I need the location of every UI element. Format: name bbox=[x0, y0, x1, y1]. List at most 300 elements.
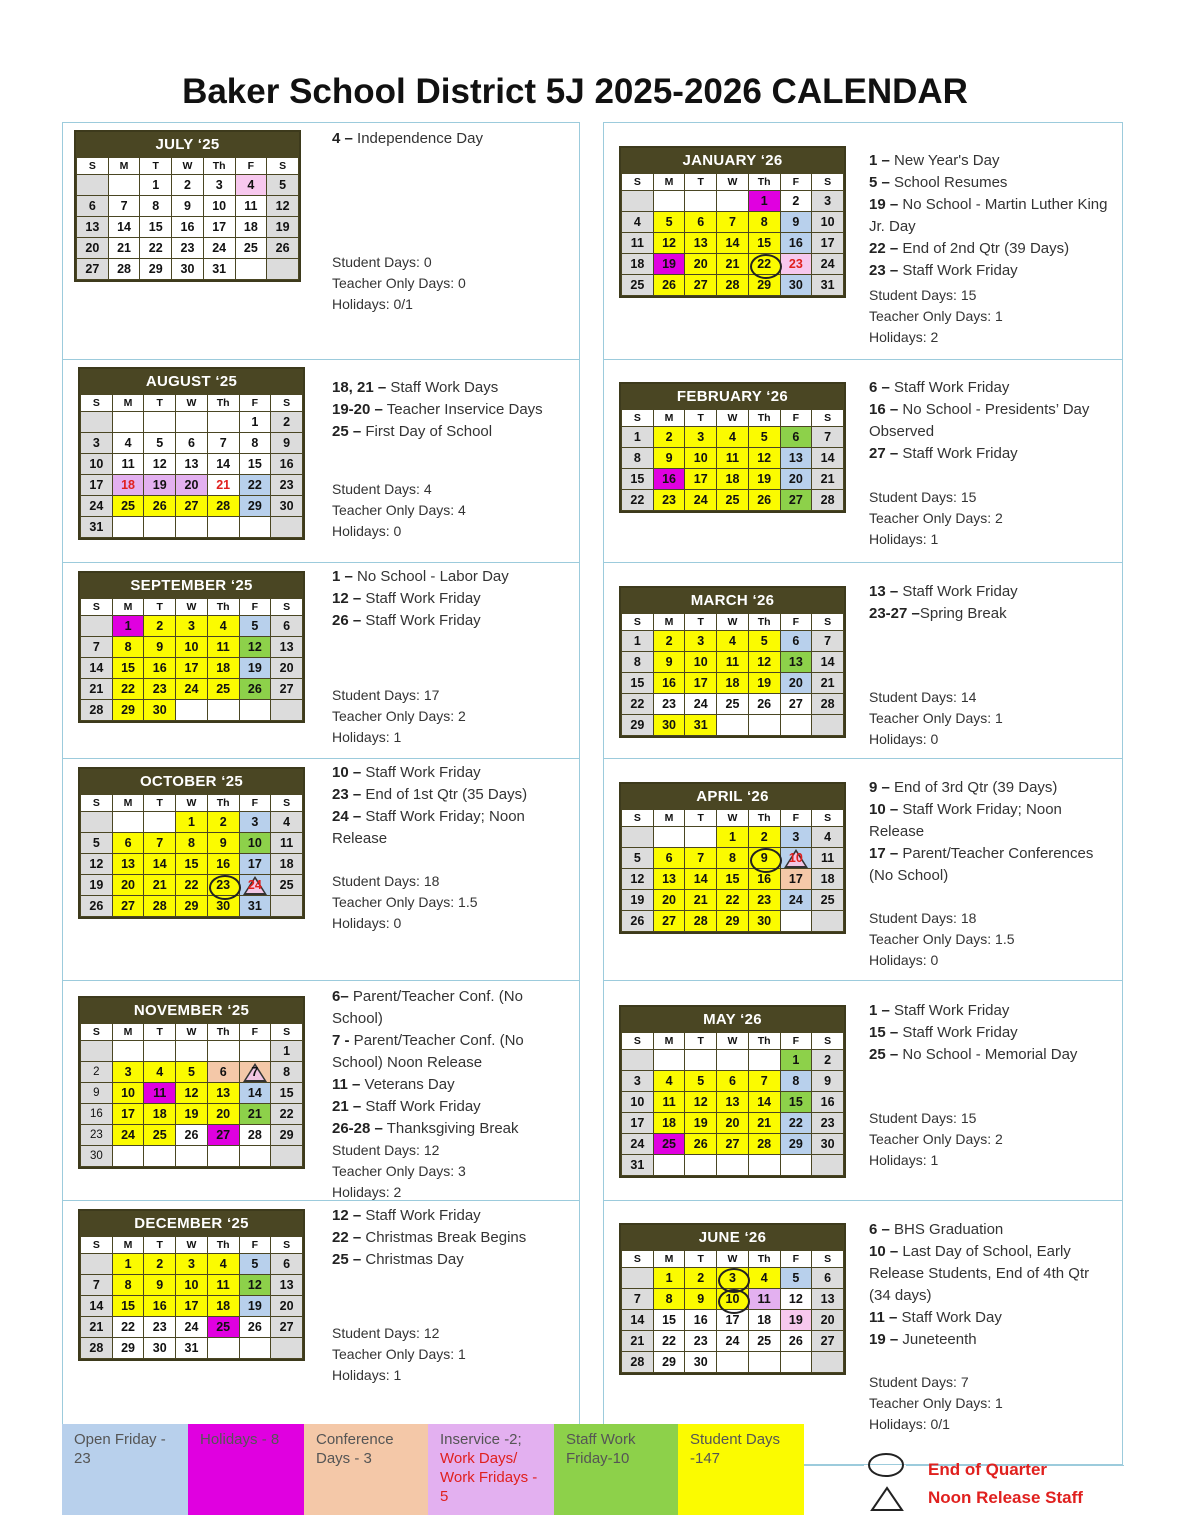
day-cell bbox=[207, 700, 239, 721]
day-number: 19 bbox=[247, 661, 262, 675]
day-cell bbox=[271, 1041, 303, 1062]
day-number: 9 bbox=[792, 215, 800, 229]
week-row bbox=[622, 1331, 844, 1352]
day-number: 7 bbox=[633, 1292, 641, 1306]
day-cell bbox=[622, 848, 654, 869]
weekday-header: F bbox=[239, 395, 271, 412]
day-cell bbox=[271, 812, 303, 833]
day-cell bbox=[622, 1289, 654, 1310]
weekday-header-row bbox=[622, 614, 844, 631]
day-number: 30 bbox=[757, 914, 772, 928]
month-notes bbox=[332, 566, 572, 632]
day-cell bbox=[812, 848, 844, 869]
day-number: 4 bbox=[219, 1257, 227, 1271]
day-cell bbox=[685, 254, 717, 275]
day-cell bbox=[685, 869, 717, 890]
event-date: 26 – bbox=[332, 612, 362, 629]
day-number: 9 bbox=[156, 640, 164, 654]
day-number: 24 bbox=[788, 893, 803, 907]
day-cell bbox=[622, 427, 654, 448]
day-number: 15 bbox=[247, 457, 262, 471]
stat-line: Holidays: 0 bbox=[332, 523, 402, 539]
day-cell bbox=[717, 1134, 749, 1155]
day-number: 11 bbox=[821, 851, 835, 865]
day-cell bbox=[207, 1317, 239, 1338]
week-row bbox=[622, 1268, 844, 1289]
day-number: 14 bbox=[757, 1095, 772, 1109]
day-number: 29 bbox=[121, 1341, 135, 1355]
day-number: 12 bbox=[275, 199, 290, 213]
day-number: 12 bbox=[152, 457, 167, 471]
weekday-header: M bbox=[108, 158, 140, 175]
day-number: 6 bbox=[283, 619, 291, 633]
day-number: 21 bbox=[820, 676, 835, 690]
day-number: 15 bbox=[148, 220, 163, 234]
event-date: 11 – bbox=[332, 1076, 361, 1093]
day-number: 9 bbox=[760, 851, 768, 865]
day-cell bbox=[176, 1083, 208, 1104]
day-number: 5 bbox=[760, 430, 768, 444]
week-row bbox=[81, 1275, 303, 1296]
day-number: 20 bbox=[662, 893, 676, 907]
day-cell bbox=[812, 715, 844, 736]
day-number: 1 bbox=[728, 830, 736, 844]
weekday-header-row bbox=[81, 1237, 303, 1254]
event-text: Christmas Break Begins bbox=[361, 1229, 527, 1246]
day-cell bbox=[653, 911, 685, 932]
day-cell bbox=[271, 517, 303, 538]
day-number: 23 bbox=[89, 1129, 103, 1141]
day-number: 3 bbox=[215, 178, 223, 192]
event-text: Christmas Day bbox=[361, 1251, 464, 1268]
day-number: 2 bbox=[93, 1066, 100, 1078]
day-cell bbox=[812, 1352, 844, 1373]
event-item bbox=[869, 443, 1109, 465]
month-title: MARCH ‘26 bbox=[621, 588, 844, 613]
day-number: 11 bbox=[757, 1292, 771, 1306]
day-number: 12 bbox=[788, 1292, 803, 1306]
day-cell bbox=[144, 1062, 176, 1083]
day-number: 11 bbox=[121, 457, 135, 471]
week-row bbox=[81, 1062, 303, 1083]
day-cell bbox=[653, 1331, 685, 1352]
day-cell bbox=[780, 715, 812, 736]
day-number: 17 bbox=[184, 1299, 199, 1313]
day-number: 22 bbox=[279, 1107, 294, 1121]
month-notes bbox=[869, 150, 1109, 282]
weekday-header: S bbox=[812, 1033, 844, 1050]
stat-line: Student Days: 17 bbox=[332, 687, 440, 703]
day-number: 26 bbox=[630, 914, 645, 928]
day-cell bbox=[812, 652, 844, 673]
event-item bbox=[332, 1118, 572, 1140]
day-cell bbox=[112, 1296, 144, 1317]
divider bbox=[603, 980, 1123, 981]
day-cell bbox=[81, 1062, 113, 1083]
event-date: 26-28 – bbox=[332, 1120, 383, 1137]
weekday-header: T bbox=[685, 810, 717, 827]
month-notes bbox=[869, 777, 1109, 887]
day-number: 19 bbox=[757, 472, 772, 486]
day-cell bbox=[685, 448, 717, 469]
day-cell bbox=[144, 1296, 176, 1317]
day-cell bbox=[81, 1275, 113, 1296]
event-date: 18, 21 – bbox=[332, 379, 387, 396]
day-cell bbox=[207, 637, 239, 658]
day-cell bbox=[653, 191, 685, 212]
month-grid bbox=[80, 598, 303, 721]
page-title: Baker School District 5J 2025-2026 CALENDAR bbox=[182, 72, 968, 111]
day-number: 10 bbox=[89, 457, 104, 471]
day-number: 23 bbox=[180, 241, 195, 255]
week-row bbox=[622, 427, 844, 448]
weekday-header: S bbox=[81, 1024, 113, 1041]
day-number: 14 bbox=[820, 451, 835, 465]
day-cell bbox=[112, 412, 144, 433]
event-item bbox=[332, 806, 572, 850]
day-cell bbox=[653, 233, 685, 254]
day-number: 18 bbox=[243, 220, 258, 234]
week-row bbox=[622, 1155, 844, 1176]
weekday-header: F bbox=[780, 174, 812, 191]
day-number: 16 bbox=[279, 457, 294, 471]
day-number: 7 bbox=[156, 836, 164, 850]
day-cell bbox=[267, 259, 299, 280]
stat-line: Holidays: 1 bbox=[869, 531, 939, 547]
week-row bbox=[622, 1092, 844, 1113]
day-number: 22 bbox=[148, 241, 163, 255]
week-row bbox=[622, 827, 844, 848]
day-cell bbox=[653, 694, 685, 715]
day-number: 13 bbox=[279, 1278, 294, 1292]
weekday-header: F bbox=[239, 795, 271, 812]
week-row bbox=[81, 679, 303, 700]
day-cell bbox=[144, 679, 176, 700]
day-cell bbox=[748, 490, 780, 511]
day-number: 16 bbox=[820, 1095, 835, 1109]
day-number: 12 bbox=[630, 872, 645, 886]
day-number: 13 bbox=[121, 857, 135, 871]
day-cell bbox=[717, 1289, 749, 1310]
day-cell bbox=[140, 238, 172, 259]
day-cell bbox=[81, 1317, 113, 1338]
day-cell bbox=[144, 1041, 176, 1062]
event-date: 25 – bbox=[869, 1046, 899, 1063]
day-number: 25 bbox=[630, 278, 645, 292]
day-cell bbox=[717, 1050, 749, 1071]
day-cell bbox=[207, 833, 239, 854]
day-cell bbox=[653, 890, 685, 911]
weekday-header: F bbox=[780, 810, 812, 827]
day-number: 7 bbox=[728, 215, 736, 229]
day-number: 9 bbox=[283, 436, 291, 450]
day-number: 28 bbox=[89, 703, 104, 717]
month-title: NOVEMBER ‘25 bbox=[80, 998, 303, 1023]
day-cell bbox=[112, 1062, 144, 1083]
day-cell bbox=[144, 1254, 176, 1275]
day-cell bbox=[81, 812, 113, 833]
day-number: 18 bbox=[630, 257, 645, 271]
day-cell bbox=[653, 715, 685, 736]
event-text: Staff Work Friday bbox=[361, 764, 481, 781]
day-number: 7 bbox=[120, 199, 128, 213]
day-cell bbox=[748, 212, 780, 233]
day-number: 20 bbox=[85, 241, 100, 255]
day-number: 24 bbox=[89, 499, 104, 513]
day-cell bbox=[81, 454, 113, 475]
week-row bbox=[81, 1254, 303, 1275]
week-row bbox=[622, 191, 844, 212]
event-date: 21 – bbox=[332, 1098, 362, 1115]
event-item bbox=[869, 194, 1109, 238]
day-number: 14 bbox=[725, 236, 740, 250]
event-item bbox=[869, 1219, 1109, 1241]
day-cell bbox=[653, 652, 685, 673]
week-row bbox=[81, 475, 303, 496]
day-number: 6 bbox=[792, 430, 800, 444]
day-cell bbox=[112, 1104, 144, 1125]
stat-line: Teacher Only Days: 2 bbox=[869, 510, 1003, 526]
day-number: 11 bbox=[216, 1278, 230, 1292]
weekday-header: M bbox=[112, 395, 144, 412]
day-number: 14 bbox=[630, 1313, 645, 1327]
day-cell bbox=[780, 469, 812, 490]
day-cell bbox=[207, 517, 239, 538]
event-text: End of 2nd Qtr (39 Days) bbox=[898, 240, 1070, 257]
day-number: 18 bbox=[725, 676, 740, 690]
day-cell bbox=[176, 1338, 208, 1359]
day-cell bbox=[81, 412, 113, 433]
day-number: 25 bbox=[820, 893, 835, 907]
day-cell bbox=[717, 1113, 749, 1134]
week-row bbox=[622, 848, 844, 869]
day-number: 9 bbox=[156, 1278, 164, 1292]
day-cell bbox=[271, 854, 303, 875]
day-cell bbox=[81, 1083, 113, 1104]
month-title: DECEMBER ‘25 bbox=[80, 1211, 303, 1236]
day-number: 22 bbox=[662, 1334, 676, 1348]
weekday-header: T bbox=[685, 1251, 717, 1268]
day-number: 29 bbox=[725, 914, 740, 928]
month-grid bbox=[621, 409, 844, 511]
day-number: 26 bbox=[89, 899, 104, 913]
stat-line: Holidays: 1 bbox=[332, 729, 402, 745]
day-number: 25 bbox=[279, 878, 294, 892]
day-cell bbox=[271, 1062, 303, 1083]
day-number: 7 bbox=[219, 436, 227, 450]
day-number: 22 bbox=[184, 878, 199, 892]
day-cell bbox=[176, 412, 208, 433]
event-item bbox=[332, 588, 572, 610]
day-cell bbox=[685, 1331, 717, 1352]
day-number: 28 bbox=[725, 278, 740, 292]
day-number: 24 bbox=[212, 241, 227, 255]
day-cell bbox=[653, 631, 685, 652]
day-cell bbox=[717, 1155, 749, 1176]
event-date: 6– bbox=[332, 988, 349, 1005]
day-cell bbox=[748, 1352, 780, 1373]
event-text: Staff Work Friday bbox=[889, 1002, 1010, 1019]
day-number: 14 bbox=[152, 857, 167, 871]
event-text: Staff Work Friday bbox=[361, 612, 481, 629]
week-row bbox=[81, 496, 303, 517]
day-number: 18 bbox=[121, 478, 135, 492]
day-cell bbox=[748, 652, 780, 673]
day-number: 24 bbox=[247, 878, 262, 892]
weekday-header-row bbox=[622, 410, 844, 427]
day-cell bbox=[780, 254, 812, 275]
event-item bbox=[869, 238, 1109, 260]
day-cell bbox=[81, 679, 113, 700]
day-number: 25 bbox=[121, 499, 135, 513]
day-number: 6 bbox=[219, 1065, 227, 1079]
month-notes bbox=[869, 377, 1109, 465]
day-cell bbox=[780, 827, 812, 848]
weekday-header: M bbox=[653, 410, 685, 427]
day-cell bbox=[717, 469, 749, 490]
day-number: 30 bbox=[152, 1341, 167, 1355]
week-row bbox=[622, 469, 844, 490]
day-number: 8 bbox=[633, 655, 641, 669]
weekday-header: W bbox=[717, 1251, 749, 1268]
day-number: 11 bbox=[153, 1086, 167, 1100]
day-number: 16 bbox=[788, 236, 803, 250]
weekday-header: M bbox=[653, 174, 685, 191]
day-cell bbox=[81, 1125, 113, 1146]
day-number: 14 bbox=[117, 220, 131, 234]
day-cell bbox=[622, 212, 654, 233]
day-number: 2 bbox=[665, 430, 673, 444]
day-number: 18 bbox=[152, 1107, 167, 1121]
day-cell bbox=[144, 658, 176, 679]
day-cell bbox=[239, 475, 271, 496]
day-cell bbox=[144, 1275, 176, 1296]
day-number: 1 bbox=[124, 619, 132, 633]
day-number: 25 bbox=[243, 241, 258, 255]
day-cell bbox=[622, 1134, 654, 1155]
day-cell bbox=[112, 475, 144, 496]
event-item bbox=[332, 1205, 572, 1227]
day-number: 25 bbox=[725, 493, 740, 507]
weekday-header: F bbox=[780, 1251, 812, 1268]
stat-line: Holidays: 2 bbox=[869, 329, 939, 345]
event-date: 4 – bbox=[332, 130, 353, 147]
event-text: No School - Memorial Day bbox=[898, 1046, 1078, 1063]
day-cell bbox=[207, 1062, 239, 1083]
weekday-header: S bbox=[81, 795, 113, 812]
event-text: Staff Work Friday bbox=[898, 445, 1018, 462]
day-cell bbox=[144, 812, 176, 833]
event-item bbox=[332, 377, 572, 399]
day-cell bbox=[112, 637, 144, 658]
day-number: 5 bbox=[633, 851, 641, 865]
day-cell bbox=[81, 1146, 113, 1167]
month-grid bbox=[621, 173, 844, 296]
week-row bbox=[622, 1289, 844, 1310]
day-number: 11 bbox=[662, 1095, 676, 1109]
day-number: 14 bbox=[89, 661, 104, 675]
day-number: 24 bbox=[121, 1128, 135, 1142]
day-cell bbox=[235, 259, 267, 280]
day-cell bbox=[685, 694, 717, 715]
day-number: 19 bbox=[630, 893, 645, 907]
day-number: 20 bbox=[788, 676, 803, 690]
day-cell bbox=[622, 1331, 654, 1352]
day-number: 3 bbox=[697, 634, 705, 648]
day-number: 27 bbox=[788, 493, 803, 507]
day-cell bbox=[112, 875, 144, 896]
day-number: 13 bbox=[820, 1292, 835, 1306]
day-number: 21 bbox=[725, 257, 740, 271]
day-number: 4 bbox=[760, 1271, 768, 1285]
day-number: 28 bbox=[247, 1128, 262, 1142]
day-cell bbox=[622, 490, 654, 511]
day-cell bbox=[780, 1289, 812, 1310]
event-text: New Year's Day bbox=[889, 152, 1000, 169]
day-cell bbox=[207, 1275, 239, 1296]
day-number: 10 bbox=[788, 851, 803, 865]
stat-line: Holidays: 1 bbox=[332, 1367, 402, 1383]
day-cell bbox=[267, 196, 299, 217]
day-number: 4 bbox=[124, 436, 132, 450]
day-number: 12 bbox=[693, 1095, 708, 1109]
day-number: 30 bbox=[216, 899, 231, 913]
day-cell bbox=[140, 196, 172, 217]
event-date: 23 – bbox=[332, 786, 362, 803]
day-cell bbox=[239, 616, 271, 637]
week-row bbox=[622, 448, 844, 469]
weekday-header: W bbox=[176, 1024, 208, 1041]
day-cell bbox=[203, 196, 235, 217]
day-cell bbox=[812, 631, 844, 652]
day-number: 28 bbox=[117, 262, 131, 276]
day-cell bbox=[780, 275, 812, 296]
day-cell bbox=[81, 616, 113, 637]
day-cell bbox=[176, 812, 208, 833]
day-number: 17 bbox=[630, 1116, 645, 1130]
day-number: 13 bbox=[788, 655, 803, 669]
day-cell bbox=[81, 496, 113, 517]
day-cell bbox=[685, 1092, 717, 1113]
stat-line: Student Days: 14 bbox=[869, 689, 977, 705]
day-cell bbox=[748, 890, 780, 911]
stat-line: Holidays: 0 bbox=[869, 952, 939, 968]
day-cell bbox=[748, 1331, 780, 1352]
day-cell bbox=[144, 875, 176, 896]
week-row bbox=[81, 896, 303, 917]
weekday-header: T bbox=[140, 158, 172, 175]
stat-line: Holidays: 0 bbox=[869, 731, 939, 747]
day-cell bbox=[717, 631, 749, 652]
day-number: 18 bbox=[279, 857, 294, 871]
stat-line: Holidays: 1 bbox=[869, 1152, 939, 1168]
weekday-header: S bbox=[271, 1237, 303, 1254]
day-number: 10 bbox=[121, 1086, 135, 1100]
day-cell bbox=[685, 827, 717, 848]
day-cell bbox=[685, 1050, 717, 1071]
weekday-header: W bbox=[717, 614, 749, 631]
day-cell bbox=[176, 1296, 208, 1317]
day-number: 2 bbox=[697, 1271, 705, 1285]
day-number: 17 bbox=[247, 857, 262, 871]
day-cell bbox=[717, 1071, 749, 1092]
day-number: 7 bbox=[92, 1278, 100, 1292]
day-cell bbox=[203, 217, 235, 238]
event-item bbox=[869, 150, 1109, 172]
day-cell bbox=[780, 1352, 812, 1373]
weekday-header: S bbox=[622, 810, 654, 827]
day-number: 13 bbox=[184, 457, 199, 471]
